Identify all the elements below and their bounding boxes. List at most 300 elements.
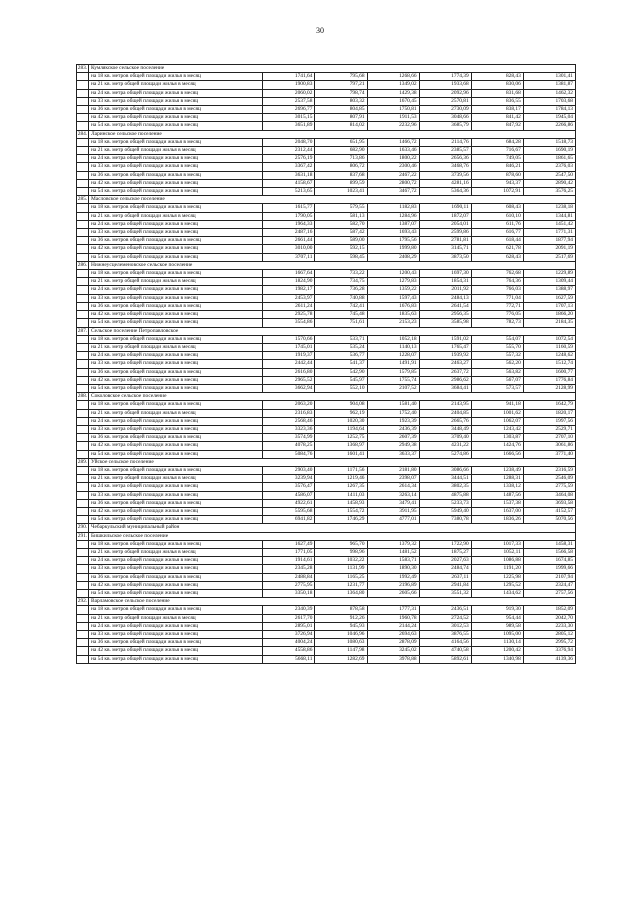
value-cell: 1755,74 [367, 376, 419, 384]
value-cell: 1835,63 [367, 311, 419, 319]
table-row [77, 138, 576, 146]
empty-number-cell [77, 294, 89, 302]
value-cell: 4004,24 [263, 639, 315, 647]
value-cell: 563,82 [471, 368, 523, 376]
table-row [77, 163, 576, 171]
empty-number-cell [77, 614, 89, 622]
empty-number-cell [77, 81, 89, 89]
table-row [77, 590, 576, 598]
value-cell: 1252,75 [315, 434, 367, 442]
value-cell: 3448,49 [419, 425, 471, 433]
row-label: на 33 кв. метра общей площади жилья в месяц [89, 163, 263, 171]
section-header-row [77, 598, 576, 606]
value-cell: 5364,36 [419, 188, 471, 196]
value-cell: 4777,01 [367, 516, 419, 524]
section-title: Бишкильское сельское поселение [89, 532, 576, 540]
value-cell: 5274,86 [419, 450, 471, 458]
value-cell: 1579,85 [367, 368, 419, 376]
empty-number-cell [77, 434, 89, 442]
table-row [77, 360, 576, 368]
table-row [77, 114, 576, 122]
value-cell: 3802,35 [419, 483, 471, 491]
value-cell: 1784,13 [523, 106, 575, 114]
table-row [77, 97, 576, 105]
row-label: на 33 кв. метра общей площади жилья в месяц [89, 631, 263, 639]
value-cell: 2404,85 [419, 409, 471, 417]
value-cell: 1518,73 [523, 138, 575, 146]
table-row [77, 417, 576, 425]
value-cell: 1388,97 [523, 286, 575, 294]
row-label: на 36 кв. метров общей площади жилья в месяц [89, 171, 263, 179]
value-cell: 2965,52 [263, 376, 315, 384]
row-label: на 54 кв. метра общей площади жилья в месяц [89, 188, 263, 196]
row-label: на 24 кв. метра общей площади жилья в месяц [89, 352, 263, 360]
value-cell: 1999,66 [523, 565, 575, 573]
row-label: на 33 кв. метра общей площади жилья в месяц [89, 229, 263, 237]
value-cell: 1466,72 [367, 138, 419, 146]
empty-number-cell [77, 573, 89, 581]
value-cell: 919,30 [471, 606, 523, 614]
value-cell: 1411,03 [315, 491, 367, 499]
value-cell: 3876,55 [419, 631, 471, 639]
value-cell: 5892,61 [419, 655, 471, 663]
value-cell: 1790,05 [263, 212, 315, 220]
table-row [77, 220, 576, 228]
value-cell: 3551,32 [419, 590, 471, 598]
empty-number-cell [77, 89, 89, 97]
value-cell: 3479,41 [367, 499, 419, 507]
row-label: на 21 кв. метр общей площади жилья в месяц [89, 278, 263, 286]
section-header-row [77, 524, 576, 532]
value-cell: 912,26 [315, 614, 367, 622]
value-cell: 651,95 [315, 138, 367, 146]
value-cell: 1933,68 [419, 81, 471, 89]
value-cell: 1581,40 [367, 401, 419, 409]
row-label: на 18 кв. метров общей площади жилья в месяц [89, 606, 263, 614]
value-cell: 2694,63 [367, 631, 419, 639]
empty-number-cell [77, 450, 89, 458]
row-label: на 33 кв. метра общей площади жилья в месяц [89, 491, 263, 499]
row-label: на 42 кв. метра общей площади жилья в месяц [89, 179, 263, 187]
value-cell: 2316,59 [523, 466, 575, 474]
value-cell: 1434,62 [471, 590, 523, 598]
empty-number-cell [77, 171, 89, 179]
value-cell: 589,00 [315, 237, 367, 245]
empty-number-cell [77, 376, 89, 384]
value-cell: 2617,70 [263, 614, 315, 622]
value-cell: 2385,57 [419, 147, 471, 155]
table-row [77, 106, 576, 114]
value-cell: 555,70 [471, 343, 523, 351]
value-cell: 2570,81 [419, 97, 471, 105]
table-row [77, 188, 576, 196]
value-cell: 945,93 [315, 622, 367, 630]
value-cell: 1046,96 [315, 631, 367, 639]
table-row [77, 631, 576, 639]
row-label: на 42 кв. метра общей площади жилья в месяц [89, 311, 263, 319]
table-row [77, 286, 576, 294]
value-cell: 2027,63 [419, 557, 471, 565]
value-cell: 2949,38 [367, 442, 419, 450]
value-cell: 2724,52 [419, 614, 471, 622]
value-cell: 1349,02 [367, 81, 419, 89]
value-cell: 713,86 [315, 155, 367, 163]
value-cell: 1359,22 [367, 286, 419, 294]
row-label: на 18 кв. метров общей площади жилья в месяц [89, 466, 263, 474]
value-cell: 2340,39 [263, 606, 315, 614]
section-title: Соколовское сельское поселение [89, 393, 576, 401]
value-cell: 1999,80 [367, 245, 419, 253]
value-cell: 1690,19 [523, 147, 575, 155]
value-cell: 1200,42 [471, 647, 523, 655]
value-cell: 2707,10 [523, 434, 575, 442]
table-row [77, 491, 576, 499]
value-cell: 1200,43 [367, 270, 419, 278]
section-header-row [77, 65, 576, 73]
table-row [77, 622, 576, 630]
value-cell: 2568,46 [263, 417, 315, 425]
value-cell: 1923,39 [367, 417, 419, 425]
value-cell: 2181,80 [367, 466, 419, 474]
value-cell: 2107,52 [367, 384, 419, 392]
value-cell: 1387,07 [367, 220, 419, 228]
row-label: на 33 кв. метра общей площади жилья в месяц [89, 565, 263, 573]
value-cell: 1872,07 [419, 212, 471, 220]
value-cell: 1052,11 [471, 548, 523, 556]
value-cell: 2143,95 [419, 401, 471, 409]
value-cell: 684,28 [471, 138, 523, 146]
row-label: на 33 кв. метра общей площади жилья в месяц [89, 97, 263, 105]
empty-number-cell [77, 384, 89, 392]
value-cell: 1914,61 [263, 557, 315, 565]
table-row [77, 302, 576, 310]
table-row [77, 204, 576, 212]
value-cell: 554,07 [471, 335, 523, 343]
value-cell: 4078,25 [263, 442, 315, 450]
value-cell: 2941,84 [419, 581, 471, 589]
value-cell: 3239,94 [263, 475, 315, 483]
value-cell: 1238,49 [471, 466, 523, 474]
empty-number-cell [77, 229, 89, 237]
row-label: на 33 кв. метра общей площади жилья в месяц [89, 360, 263, 368]
value-cell: 2196,89 [367, 581, 419, 589]
value-cell: 557,32 [471, 352, 523, 360]
table-row [77, 475, 576, 483]
value-cell: 2661,44 [263, 237, 315, 245]
row-label: на 21 кв. метр общей площади жилья в месяц [89, 343, 263, 351]
value-cell: 6941,82 [263, 516, 315, 524]
value-cell: 2611,24 [263, 302, 315, 310]
empty-number-cell [77, 507, 89, 515]
empty-number-cell [77, 212, 89, 220]
value-cell: 618,44 [471, 237, 523, 245]
value-cell: 846,21 [471, 163, 523, 171]
value-cell: 1229,89 [523, 270, 575, 278]
value-cell: 847,92 [471, 122, 523, 130]
empty-number-cell [77, 360, 89, 368]
value-cell: 1854,31 [419, 278, 471, 286]
value-cell: 2408,29 [367, 253, 419, 261]
value-cell: 3709,40 [419, 434, 471, 442]
value-cell: 782,73 [471, 319, 523, 327]
value-cell: 2345,28 [263, 565, 315, 573]
value-cell: 2607,39 [367, 434, 419, 442]
value-cell: 545,97 [315, 376, 367, 384]
row-label: на 42 кв. метра общей площади жилья в месяц [89, 442, 263, 450]
value-cell: 2730,09 [419, 106, 471, 114]
row-label: на 24 кв. метра общей площади жилья в месяц [89, 89, 263, 97]
section-header-row [77, 130, 576, 138]
value-cell: 1131,99 [315, 565, 367, 573]
row-label: на 18 кв. метров общей площади жилья в месяц [89, 138, 263, 146]
value-cell: 1765,47 [419, 343, 471, 351]
row-label: на 54 кв. метра общей площади жилья в месяц [89, 450, 263, 458]
empty-number-cell [77, 204, 89, 212]
value-cell: 1062,07 [471, 417, 523, 425]
empty-number-cell [77, 557, 89, 565]
value-cell: 5213,65 [263, 188, 315, 196]
value-cell: 1052,18 [367, 335, 419, 343]
value-cell: 2467,22 [367, 171, 419, 179]
row-label: на 54 кв. метра общей площади жилья в месяц [89, 253, 263, 261]
row-label: на 54 кв. метра общей площади жилья в месяц [89, 590, 263, 598]
value-cell: 1875,27 [419, 548, 471, 556]
value-cell: 2300,46 [367, 163, 419, 171]
value-cell: 1165,25 [315, 573, 367, 581]
value-cell: 2805,12 [523, 631, 575, 639]
value-cell: 814,02 [315, 122, 367, 130]
empty-number-cell [77, 179, 89, 187]
empty-number-cell [77, 516, 89, 524]
value-cell: 1919,37 [263, 352, 315, 360]
value-cell: 1344,81 [523, 212, 575, 220]
value-cell: 804,85 [315, 106, 367, 114]
value-cell: 5084,76 [263, 450, 315, 458]
row-label: на 24 кв. метра общей площади жилья в месяц [89, 557, 263, 565]
value-cell: 1267,35 [315, 483, 367, 491]
empty-number-cell [77, 631, 89, 639]
section-title: Нижнеусцелеменовское сельское поселение [89, 261, 576, 269]
empty-number-cell [77, 237, 89, 245]
value-cell: 1741,64 [263, 73, 315, 81]
value-cell: 1746,29 [315, 516, 367, 524]
value-cell: 2637,11 [419, 573, 471, 581]
value-cell: 2312,44 [263, 147, 315, 155]
section-header-row [77, 261, 576, 269]
value-cell: 3574,99 [263, 434, 315, 442]
row-label: на 21 кв. метр общей площади жилья в месяц [89, 212, 263, 220]
value-cell: 536,77 [315, 352, 367, 360]
value-cell: 2665,76 [419, 417, 471, 425]
value-cell: 1861,65 [523, 155, 575, 163]
section-number: 283. [77, 65, 88, 71]
value-cell: 3367,42 [263, 163, 315, 171]
table-row [77, 278, 576, 286]
row-label: на 21 кв. метр общей площади жилья в месяц [89, 81, 263, 89]
value-cell: 5070,56 [523, 516, 575, 524]
value-cell: 1001,62 [471, 409, 523, 417]
value-cell: 3245,02 [367, 647, 419, 655]
value-cell: 2184,35 [523, 319, 575, 327]
value-cell: 1301,41 [523, 73, 575, 81]
value-cell: 2925,78 [263, 311, 315, 319]
value-cell: 941,18 [471, 401, 523, 409]
value-cell: 1225,98 [471, 573, 523, 581]
value-cell: 3086,66 [419, 466, 471, 474]
value-cell: 1429,38 [367, 89, 419, 97]
empty-number-cell [77, 425, 89, 433]
row-label: на 54 кв. метра общей площади жилья в месяц [89, 516, 263, 524]
value-cell: 1597,43 [367, 294, 419, 302]
value-cell: 3576,25 [523, 188, 575, 196]
section-header-row [77, 196, 576, 204]
value-cell: 1458,31 [523, 540, 575, 548]
value-cell: 764,36 [471, 278, 523, 286]
section-number: 287. [77, 327, 88, 334]
value-cell: 1627,49 [263, 540, 315, 548]
value-cell: 2800,72 [367, 179, 419, 187]
table-row [77, 368, 576, 376]
value-cell: 7380,78 [419, 516, 471, 524]
row-label: на 21 кв. метр общей площади жилья в месяц [89, 147, 263, 155]
value-cell: 1284,96 [367, 212, 419, 220]
table-row [77, 179, 576, 187]
section-header-row [77, 393, 576, 401]
table-row [77, 270, 576, 278]
row-label: на 18 кв. метров общей площади жилья в месяц [89, 73, 263, 81]
row-label: на 36 кв. метров общей площади жилья в месяц [89, 499, 263, 507]
empty-number-cell [77, 352, 89, 360]
empty-number-cell [77, 409, 89, 417]
empty-number-cell [77, 581, 89, 589]
table-row [77, 483, 576, 491]
table-row [77, 212, 576, 220]
value-cell: 795,68 [315, 73, 367, 81]
value-cell: 567,07 [471, 376, 523, 384]
value-cell: 806,72 [315, 163, 367, 171]
empty-number-cell [77, 565, 89, 573]
value-cell: 2895,01 [263, 622, 315, 630]
value-cell: 3739,56 [419, 171, 471, 179]
value-cell: 751,61 [315, 319, 367, 327]
value-cell: 1243,42 [471, 425, 523, 433]
value-cell: 4586,07 [263, 491, 315, 499]
value-cell: 1820,17 [523, 409, 575, 417]
value-cell: 3684,41 [419, 384, 471, 392]
value-cell: 771,04 [471, 294, 523, 302]
value-cell: 2442,44 [263, 360, 315, 368]
value-cell: 1877,94 [523, 237, 575, 245]
table-row [77, 548, 576, 556]
value-cell: 734,75 [315, 278, 367, 286]
section-number: 284. [77, 130, 88, 137]
empty-number-cell [77, 417, 89, 425]
value-cell: 878,60 [471, 171, 523, 179]
table-row [77, 581, 576, 589]
value-cell: 2637,72 [419, 368, 471, 376]
table-row [77, 540, 576, 548]
value-cell: 2599,86 [419, 229, 471, 237]
value-cell: 762,68 [471, 270, 523, 278]
empty-number-cell [77, 475, 89, 483]
value-cell: 2266,86 [523, 122, 575, 130]
value-cell: 2547,50 [523, 171, 575, 179]
value-cell: 3631,18 [263, 171, 315, 179]
value-cell: 2696,77 [263, 106, 315, 114]
value-cell: 1491,91 [367, 360, 419, 368]
value-cell: 2529,71 [523, 425, 575, 433]
value-cell: 2995,72 [523, 639, 575, 647]
value-cell: 3726,94 [263, 631, 315, 639]
value-cell: 2144,24 [367, 622, 419, 630]
value-cell: 2048,70 [263, 138, 315, 146]
empty-number-cell [77, 647, 89, 655]
table-row [77, 647, 576, 655]
empty-number-cell [77, 138, 89, 146]
row-label: на 36 кв. метров общей площади жилья в месяц [89, 368, 263, 376]
value-cell: 3323,36 [263, 425, 315, 433]
row-label: на 54 кв. метра общей площади жилья в месяц [89, 655, 263, 663]
value-cell: 4158,67 [263, 179, 315, 187]
value-cell: 3467,72 [367, 188, 419, 196]
value-cell: 1160,59 [523, 343, 575, 351]
value-cell: 621,78 [471, 245, 523, 253]
table-row [77, 442, 576, 450]
row-label: на 42 кв. метра общей площади жилья в месяц [89, 647, 263, 655]
value-cell: 2781,81 [419, 237, 471, 245]
row-label: на 18 кв. метров общей площади жилья в месяц [89, 540, 263, 548]
empty-number-cell [77, 491, 89, 499]
section-number: 290. [77, 524, 88, 531]
table-row [77, 434, 576, 442]
table-row [77, 655, 576, 663]
value-cell: 1171,56 [315, 466, 367, 474]
empty-number-cell [77, 253, 89, 261]
empty-number-cell [77, 245, 89, 253]
value-cell: 1219,46 [315, 475, 367, 483]
value-cell: 1722,90 [419, 540, 471, 548]
value-cell: 1774,39 [419, 73, 471, 81]
value-cell: 736,28 [315, 286, 367, 294]
value-cell: 2063,20 [263, 401, 315, 409]
value-cell: 1601,41 [315, 450, 367, 458]
value-cell: 797,21 [315, 81, 367, 89]
empty-number-cell [77, 97, 89, 105]
value-cell: 2488,84 [263, 573, 315, 581]
value-cell: 4740,58 [419, 647, 471, 655]
value-cell: 1633,46 [367, 147, 419, 155]
value-cell: 2576,19 [263, 155, 315, 163]
row-label: на 21 кв. метр общей площади жилья в месяц [89, 475, 263, 483]
value-cell: 3048,66 [419, 114, 471, 122]
value-cell: 582,70 [315, 220, 367, 228]
value-cell: 5233,73 [419, 499, 471, 507]
value-cell: 965,70 [315, 540, 367, 548]
value-cell: 1690,11 [419, 204, 471, 212]
value-cell: 3376,94 [523, 647, 575, 655]
value-cell: 581,13 [315, 212, 367, 220]
table-row [77, 229, 576, 237]
empty-number-cell [77, 466, 89, 474]
value-cell: 1777,31 [367, 606, 419, 614]
value-cell: 1676,83 [367, 302, 419, 310]
value-cell: 2436,51 [419, 606, 471, 614]
empty-number-cell [77, 163, 89, 171]
value-cell: 2376,03 [523, 163, 575, 171]
row-label: на 18 кв. метров общей площади жилья в месяц [89, 401, 263, 409]
empty-number-cell [77, 311, 89, 319]
table-row [77, 499, 576, 507]
